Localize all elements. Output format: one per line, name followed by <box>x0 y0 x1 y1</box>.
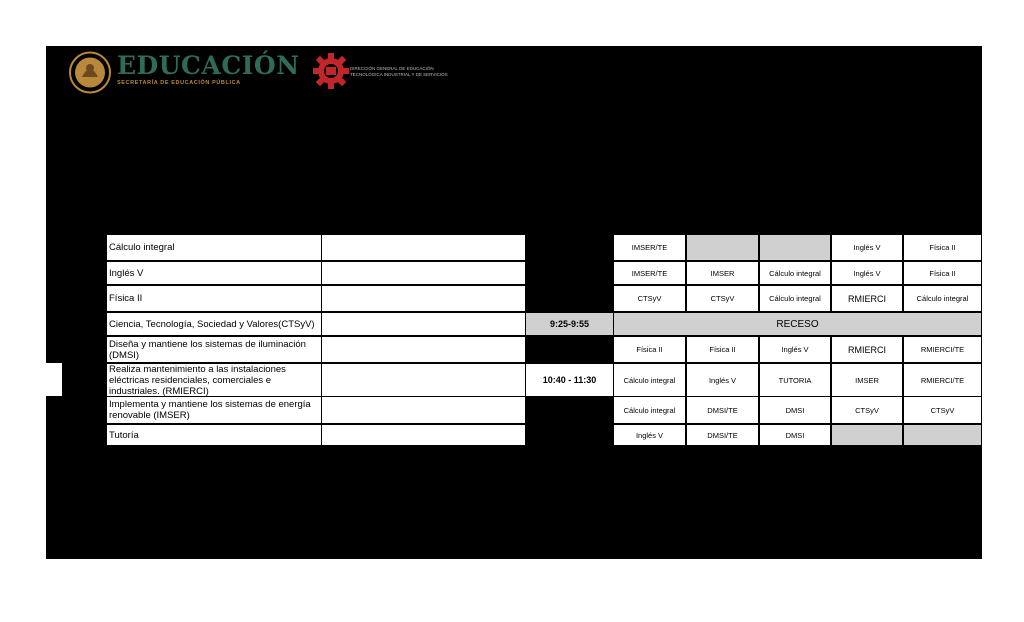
subject-cell: Física II <box>107 286 321 311</box>
schedule-cell: Física II <box>614 337 685 362</box>
schedule-cell: Inglés V <box>614 425 685 445</box>
schedule-cell: RMIERCI <box>832 337 902 362</box>
subject-cell: Cálculo integral <box>107 235 321 260</box>
blank-cell <box>322 337 525 362</box>
schedule-cell: Física II <box>687 337 758 362</box>
schedule-cell-empty <box>832 425 902 445</box>
dgeti-gear-logo <box>312 52 350 90</box>
slot-time-cell: 10:40 - 11:30 <box>526 364 613 396</box>
schedule-cell: TUTORIA <box>760 364 830 396</box>
schedule-cell: IMSER <box>687 262 758 284</box>
subject-cell: Realiza mantenimiento a las instalaciones eléctricas residenciales, comerciales e industriales. (RMIERCI) <box>107 364 321 396</box>
schedule-cell: IMSER/TE <box>614 235 685 260</box>
schedule-cell: Inglés V <box>832 262 902 284</box>
blank-cell <box>322 364 525 396</box>
sep-subtitle: SECRETARÍA DE EDUCACIÓN PÚBLICA <box>117 80 241 86</box>
side-tab <box>46 363 62 396</box>
schedule-cell-empty <box>687 235 758 260</box>
dgeti-text: DIRECCIÓN GENERAL DE EDUCACIÓN TECNOLÓGICA INDUSTRIAL Y DE SERVICIOS <box>350 66 448 77</box>
schedule-cell: Cálculo integral <box>904 286 981 311</box>
schedule-cell-empty <box>760 235 830 260</box>
schedule-cell: DMSI/TE <box>687 397 758 423</box>
blank-cell <box>322 235 525 260</box>
schedule-cell: CTSyV <box>614 286 685 311</box>
blank-cell <box>322 425 525 445</box>
break-time-cell: 9:25-9:55 <box>526 313 613 335</box>
schedule-cell: Física II <box>904 235 981 260</box>
schedule-cell: RMIERCI/TE <box>904 337 981 362</box>
blank-cell <box>322 313 525 335</box>
schedule-cell: Física II <box>904 262 981 284</box>
subject-cell: Implementa y mantiene los sistemas de energía renovable (IMSER) <box>107 397 321 423</box>
blank-cell <box>322 397 525 423</box>
schedule-cell: DMSI <box>760 397 830 423</box>
blank-cell <box>322 286 525 311</box>
subject-cell: Inglés V <box>107 262 321 284</box>
schedule-cell: RMIERCI <box>832 286 902 311</box>
schedule-cell: Cálculo integral <box>614 397 685 423</box>
schedule-cell-empty <box>904 425 981 445</box>
schedule-cell: Inglés V <box>760 337 830 362</box>
schedule-cell: DMSI <box>760 425 830 445</box>
subject-cell: Ciencia, Tecnología, Sociedad y Valores(CTSyV) <box>107 313 321 335</box>
schedule-cell: CTSyV <box>687 286 758 311</box>
schedule-cell: RMIERCI/TE <box>904 364 981 396</box>
sep-title: EDUCACIÓN <box>117 51 300 80</box>
schedule-cell: Cálculo integral <box>760 262 830 284</box>
schedule-cell: Cálculo integral <box>760 286 830 311</box>
schedule-cell: DMSI/TE <box>687 425 758 445</box>
schedule-cell: IMSER/TE <box>614 262 685 284</box>
subject-cell: Tutoría <box>107 425 321 445</box>
schedule-cell: Inglés V <box>687 364 758 396</box>
schedule-cell: Inglés V <box>832 235 902 260</box>
schedule-cell: IMSER <box>832 364 902 396</box>
schedule-cell: CTSyV <box>832 397 902 423</box>
blank-cell <box>322 262 525 284</box>
subject-cell: Diseña y mantiene los sistemas de iluminación (DMSI) <box>107 337 321 362</box>
receso-cell: RECESO <box>614 313 981 335</box>
sep-seal-logo <box>66 51 114 94</box>
schedule-cell: CTSyV <box>904 397 981 423</box>
schedule-cell: Cálculo integral <box>614 364 685 396</box>
